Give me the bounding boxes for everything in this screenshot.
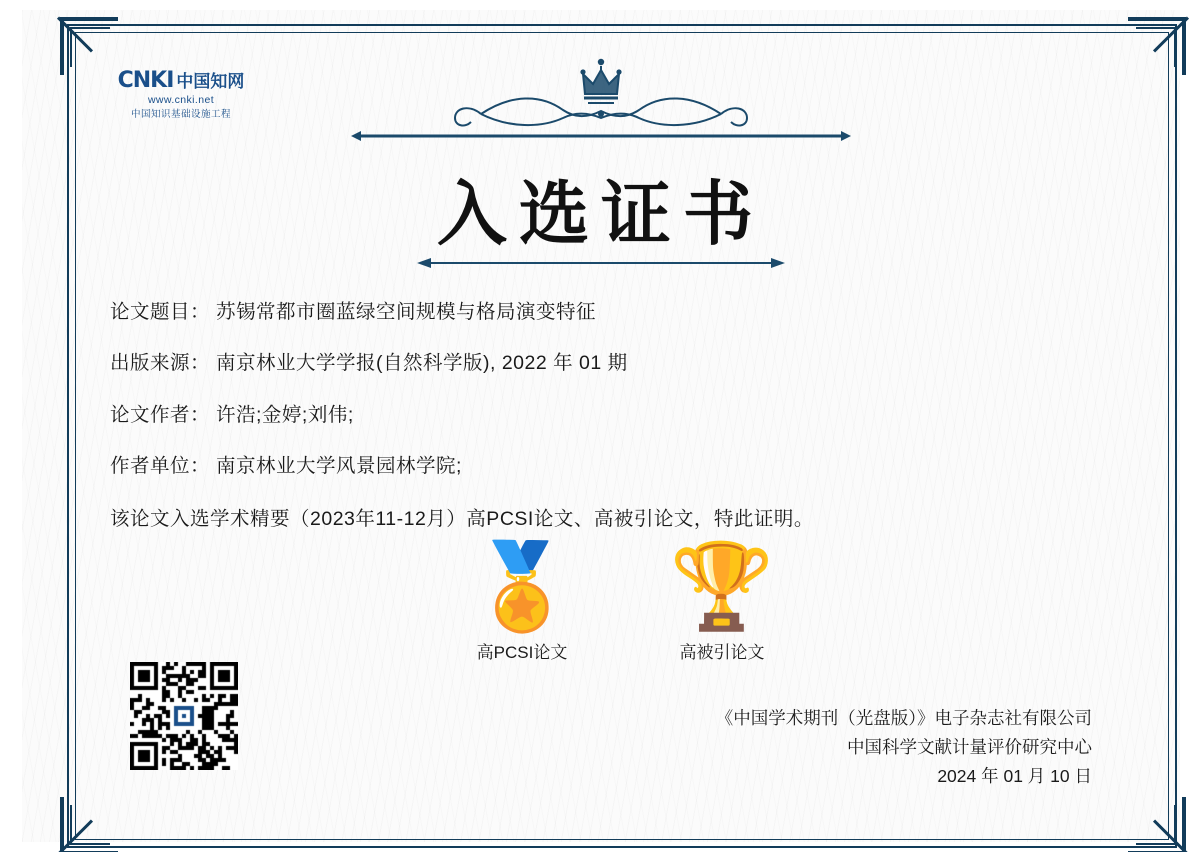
corner-ornament-bottom-right — [1128, 797, 1186, 852]
field-publication-source-value: 南京林业大学学报(自然科学版), 2022 年 01 期 — [216, 352, 628, 375]
cnki-logo-url: www.cnki.net — [147, 94, 215, 106]
field-affiliation — [110, 452, 1110, 481]
crown-crest-icon — [22, 56, 1180, 151]
field-paper-title-value: 苏锡常都市圈蓝绿空间规模与格局演变特征 — [216, 301, 597, 323]
issue-date: 2024 年 01 月 10 日 — [937, 765, 1092, 786]
badge-highly-cited — [642, 538, 802, 663]
title-underline-ornament — [22, 256, 1180, 275]
cnki-logo-subtitle: 中国知识基础设施工程 — [130, 108, 231, 120]
issuer-organization: 《中国学术期刊（光盘版）》电子杂志社有限公司 — [715, 708, 1092, 728]
field-authors — [110, 401, 1110, 430]
field-affiliation-value: 南京林业大学风景园林学院; — [216, 454, 462, 477]
certificate-statement: 该论文入选学术精要（2023年11-12月）高PCSI论文、高被引论文，特此证明。 — [110, 508, 814, 530]
certificate-body — [110, 298, 1110, 531]
field-affiliation-label: 作者单位： — [110, 454, 211, 477]
badge-highly-cited-label: 高被引论文 — [679, 643, 765, 662]
field-paper-title — [110, 298, 1110, 327]
qr-code — [130, 662, 238, 770]
cnki-logo-latin: CNKI — [117, 68, 174, 93]
badge-high-pcsi — [442, 538, 602, 663]
field-authors-label: 论文作者： — [110, 403, 211, 426]
issuer-block — [716, 704, 1092, 791]
issuer-center: 中国科学文献计量评价研究中心 — [847, 736, 1092, 757]
trophy-icon: 🏆 — [669, 537, 775, 635]
certificate-canvas — [22, 10, 1180, 842]
laurel-wreath-icon: 🏅 — [469, 537, 575, 635]
award-badges — [442, 538, 802, 663]
field-publication-source-label: 出版来源： — [110, 352, 211, 375]
certificate-title: 入选证书 — [437, 173, 765, 255]
badge-high-pcsi-label: 高PCSI论文 — [476, 643, 568, 662]
field-publication-source — [110, 349, 1110, 378]
cnki-logo-chinese: 中国知网 — [176, 71, 245, 91]
field-authors-value: 许浩;金婷;刘伟; — [216, 403, 354, 426]
corner-ornament-bottom-left — [60, 797, 118, 852]
field-paper-title-label: 论文题目： — [110, 301, 211, 323]
